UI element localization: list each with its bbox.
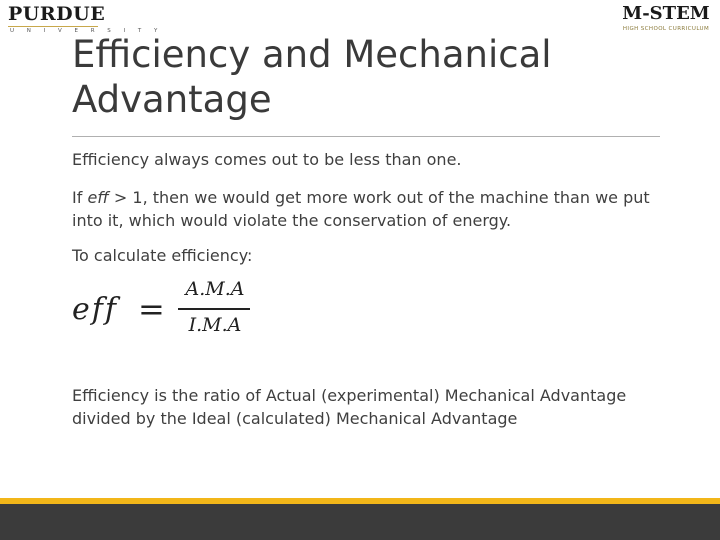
efficiency-formula	[72, 278, 272, 344]
mstem-logo	[618, 4, 714, 36]
paragraph-efficiency-ratio: Efficiency is the ratio of Actual (experimental) Mechanical Advantage divided by the Ideal (calculated) Mechanical Advantage	[72, 386, 627, 428]
paragraph-conservation-text: > 1, then we would get more work out of the machine than we put into it, which would violate the conservation of energy.	[72, 188, 650, 230]
title-divider	[72, 136, 660, 137]
paragraph-to-calculate: To calculate efficiency:	[72, 246, 253, 265]
paragraph-efficiency-less-than-one: Efficiency always comes out to be less than one.	[72, 150, 462, 169]
mstem-logo-subtitle: HIGH SCHOOL CURRICULUM	[622, 26, 710, 32]
formula-numerator: A.M.A	[185, 278, 245, 300]
purdue-logo-text: PURDUE	[8, 3, 106, 25]
purdue-logo-subtitle: U N I V E R S I T Y	[10, 28, 163, 34]
slide-title-line-2: Advantage	[72, 78, 272, 121]
slide-title	[72, 32, 632, 122]
purdue-logo-rule	[8, 26, 98, 27]
formula-equals: =	[138, 290, 165, 328]
paragraph-if-prefix: If	[72, 188, 88, 207]
formula-denominator: I.M.A	[188, 314, 242, 336]
mstem-logo-text: M-STEM	[622, 3, 710, 24]
formula-fraction-bar	[178, 308, 250, 310]
eff-variable: eff	[87, 188, 109, 207]
slide-title-line-1: Efficiency and Mechanical	[72, 33, 552, 76]
footer-dark-bar	[0, 504, 720, 540]
paragraph-conservation-of-energy	[72, 186, 652, 232]
formula-lhs: eff	[72, 292, 118, 327]
